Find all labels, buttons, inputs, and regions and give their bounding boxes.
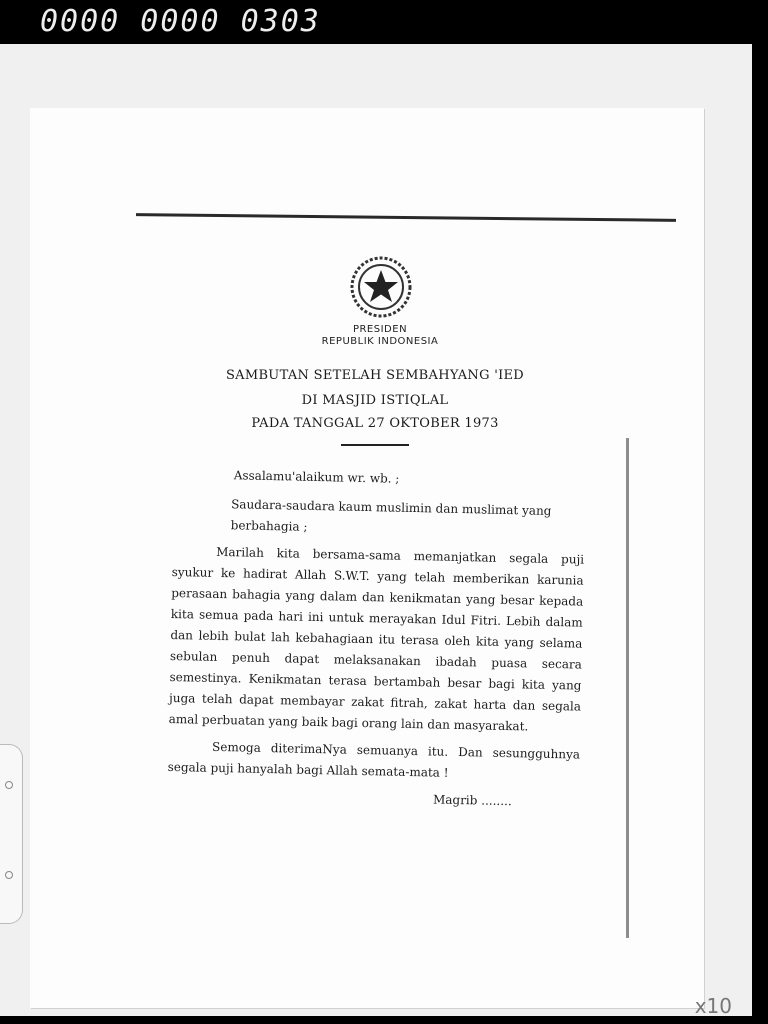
- greeting: Assalamu'alaikum wr. wb. ;: [233, 468, 400, 486]
- title-line-1: SAMBUTAN SETELAH SEMBAHYANG 'IED: [225, 368, 525, 383]
- binder-tab: [0, 744, 23, 924]
- speech-body: [167, 464, 586, 814]
- film-frame-number: 0000 0000 0303: [40, 4, 321, 39]
- binder-hole: [5, 871, 13, 879]
- header-rule: [136, 213, 676, 222]
- title-line-3: PADA TANGGAL 27 OKTOBER 1973: [251, 416, 499, 431]
- address-line: Saudara-saudara kaum muslimin dan muslimat yang berbahagia ;: [230, 497, 552, 534]
- office-line-2: REPUBLIK INDONESIA: [321, 336, 439, 347]
- paragraph-2: Semoga diterimaNya semuanya itu. Dan sesungguhnya segala puji hanyalah bagi Allah semata-mata !: [167, 739, 581, 780]
- office-line-1: PRESIDEN: [352, 324, 408, 335]
- corner-mark: x10: [694, 994, 732, 1018]
- page-edge-shadow: [626, 438, 629, 938]
- binder-hole: [5, 781, 13, 789]
- title-line-2: DI MASJID ISTIQLAL: [301, 393, 449, 408]
- closing-line: Magrib ........: [432, 792, 512, 809]
- presidential-seal-icon: [348, 254, 414, 320]
- paragraph-1: Marilah kita bersama-sama memanjatkan segala puji syukur ke hadirat Allah S.W.T. yang telah memberikan karunia perasaan bahagia yang dalam dan kenikmatan yang besar kepada kita semua pada hari ini untuk merayakan Idul Fitri. Lebih dalam dan lebih bulat lah kebahagiaan itu terasa oleh kita yang selama sebulan penuh dapat melaksanakan ibadah puasa secara semestinya. Kenikmatan terasa bertambah besar bagi kita yang juga telah dapat membayar zakat fitrah, zakat harta dan segala amal perbuatan yang baik bagi orang lain dan masyarakat.: [168, 544, 585, 734]
- document-page: [30, 108, 704, 1008]
- title-divider: [341, 444, 409, 446]
